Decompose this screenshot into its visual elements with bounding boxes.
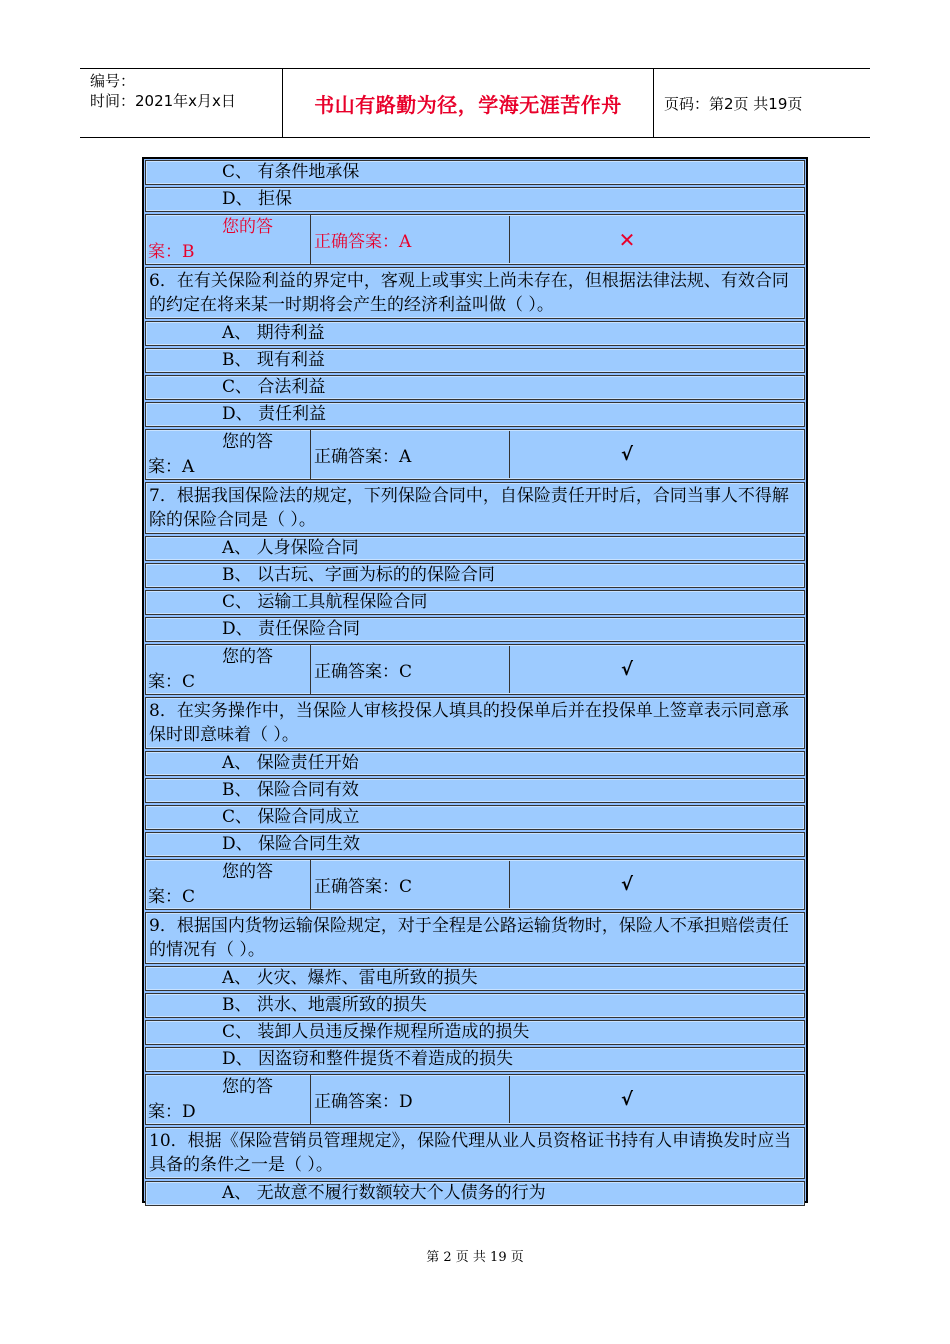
result-cell <box>510 215 804 264</box>
wrong-mark-icon: ✕ <box>618 227 636 252</box>
question-text: 8．在实务操作中，当保险人审核投保人填具的投保单后并在投保单上签章表示同意承保时即意味着（ ）。 <box>145 697 805 749</box>
option-row: B、 保险合同有效 <box>145 778 805 803</box>
header-motto: 书山有路勤为径，学海无涯苦作舟 <box>282 69 654 137</box>
option-row: C、 保险合同成立 <box>145 805 805 830</box>
option-row: A、 火灾、爆炸、雷电所致的损失 <box>145 966 805 991</box>
header-page-info: 页码：第2页 共19页 <box>664 94 803 113</box>
option-row: A、 期待利益 <box>145 321 805 346</box>
question-text: 7．根据我国保险法的规定，下列保险合同中，自保险责任开时后，合同当事人不得解除的保险合同是（ ）。 <box>145 482 805 534</box>
answer-row <box>145 859 805 910</box>
option-row: C、 合法利益 <box>145 375 805 400</box>
your-answer <box>146 1075 311 1124</box>
your-answer <box>146 860 311 909</box>
question-text: 10．根据《保险营销员管理规定》，保险代理从业人员资格证书持有人申请换发时应当具备的条件之一是（ ）。 <box>145 1127 805 1179</box>
your-answer-label: 您的答 <box>222 1077 273 1097</box>
option-row: D、 拒保 <box>145 187 805 212</box>
page-footer: 第 2 页 共 19 页 <box>426 1250 524 1265</box>
your-answer <box>146 430 311 479</box>
result-cell <box>510 645 804 694</box>
option-row: D、 因盗窃和整件提货不着造成的损失 <box>145 1047 805 1072</box>
correct-answer: 正确答案：D <box>311 1075 510 1124</box>
your-answer-value: 案：C <box>148 887 196 907</box>
question-text: 9．根据国内货物运输保险规定，对于全程是公路运输货物时，保险人不承担赔偿责任的情况有（ ）。 <box>145 912 805 964</box>
option-row: B、 以古玩、字画为标的的保险合同 <box>145 563 805 588</box>
your-answer-value: 案：A <box>148 457 195 477</box>
option-row: C、 装卸人员违反操作规程所造成的损失 <box>145 1020 805 1045</box>
option-row: A、 保险责任开始 <box>145 751 805 776</box>
your-answer <box>146 645 311 694</box>
correct-answer: 正确答案：C <box>311 645 510 694</box>
correct-answer: 正确答案：A <box>311 430 510 479</box>
option-row: D、 保险合同生效 <box>145 832 805 857</box>
option-row: A、 无故意不履行数额较大个人债务的行为 <box>145 1181 805 1206</box>
option-row: B、 现有利益 <box>145 348 805 373</box>
result-cell <box>510 1075 804 1124</box>
answer-row <box>145 644 805 695</box>
your-answer-label: 您的答 <box>222 432 273 452</box>
option-row: C、 有条件地承保 <box>145 160 805 185</box>
header-meta <box>80 69 282 137</box>
option-row: D、 责任利益 <box>145 402 805 427</box>
check-mark-icon: √ <box>620 1089 633 1110</box>
option-row: D、 责任保险合同 <box>145 617 805 642</box>
check-mark-icon: √ <box>620 874 633 895</box>
time-label: 时间：2021年x月x日 <box>90 92 236 110</box>
question-text: 6．在有关保险利益的界定中，客观上或事实上尚未存在，但根据法律法规、有效合同的约定在将来某一时期将会产生的经济利益叫做（ ）。 <box>145 267 805 319</box>
answer-row <box>145 214 805 265</box>
answer-row <box>145 1074 805 1125</box>
check-mark-icon: √ <box>620 659 633 680</box>
answer-row <box>145 429 805 480</box>
correct-answer: 正确答案：C <box>311 860 510 909</box>
option-row: C、 运输工具航程保险合同 <box>145 590 805 615</box>
correct-answer: 正确答案：A <box>311 215 510 264</box>
your-answer <box>146 215 311 264</box>
your-answer-value: 案：B <box>148 242 195 262</box>
option-row: A、 人身保险合同 <box>145 536 805 561</box>
your-answer-label: 您的答 <box>222 217 273 237</box>
your-answer-label: 您的答 <box>222 862 273 882</box>
result-cell <box>510 430 804 479</box>
result-cell <box>510 860 804 909</box>
option-row: B、 洪水、地震所致的损失 <box>145 993 805 1018</box>
page-header <box>80 68 870 138</box>
check-mark-icon: √ <box>620 444 633 465</box>
your-answer-value: 案：C <box>148 672 196 692</box>
quiz-table <box>142 157 808 1203</box>
number-label: 编号： <box>90 72 136 90</box>
your-answer-label: 您的答 <box>222 647 273 667</box>
your-answer-value: 案：D <box>148 1102 196 1122</box>
